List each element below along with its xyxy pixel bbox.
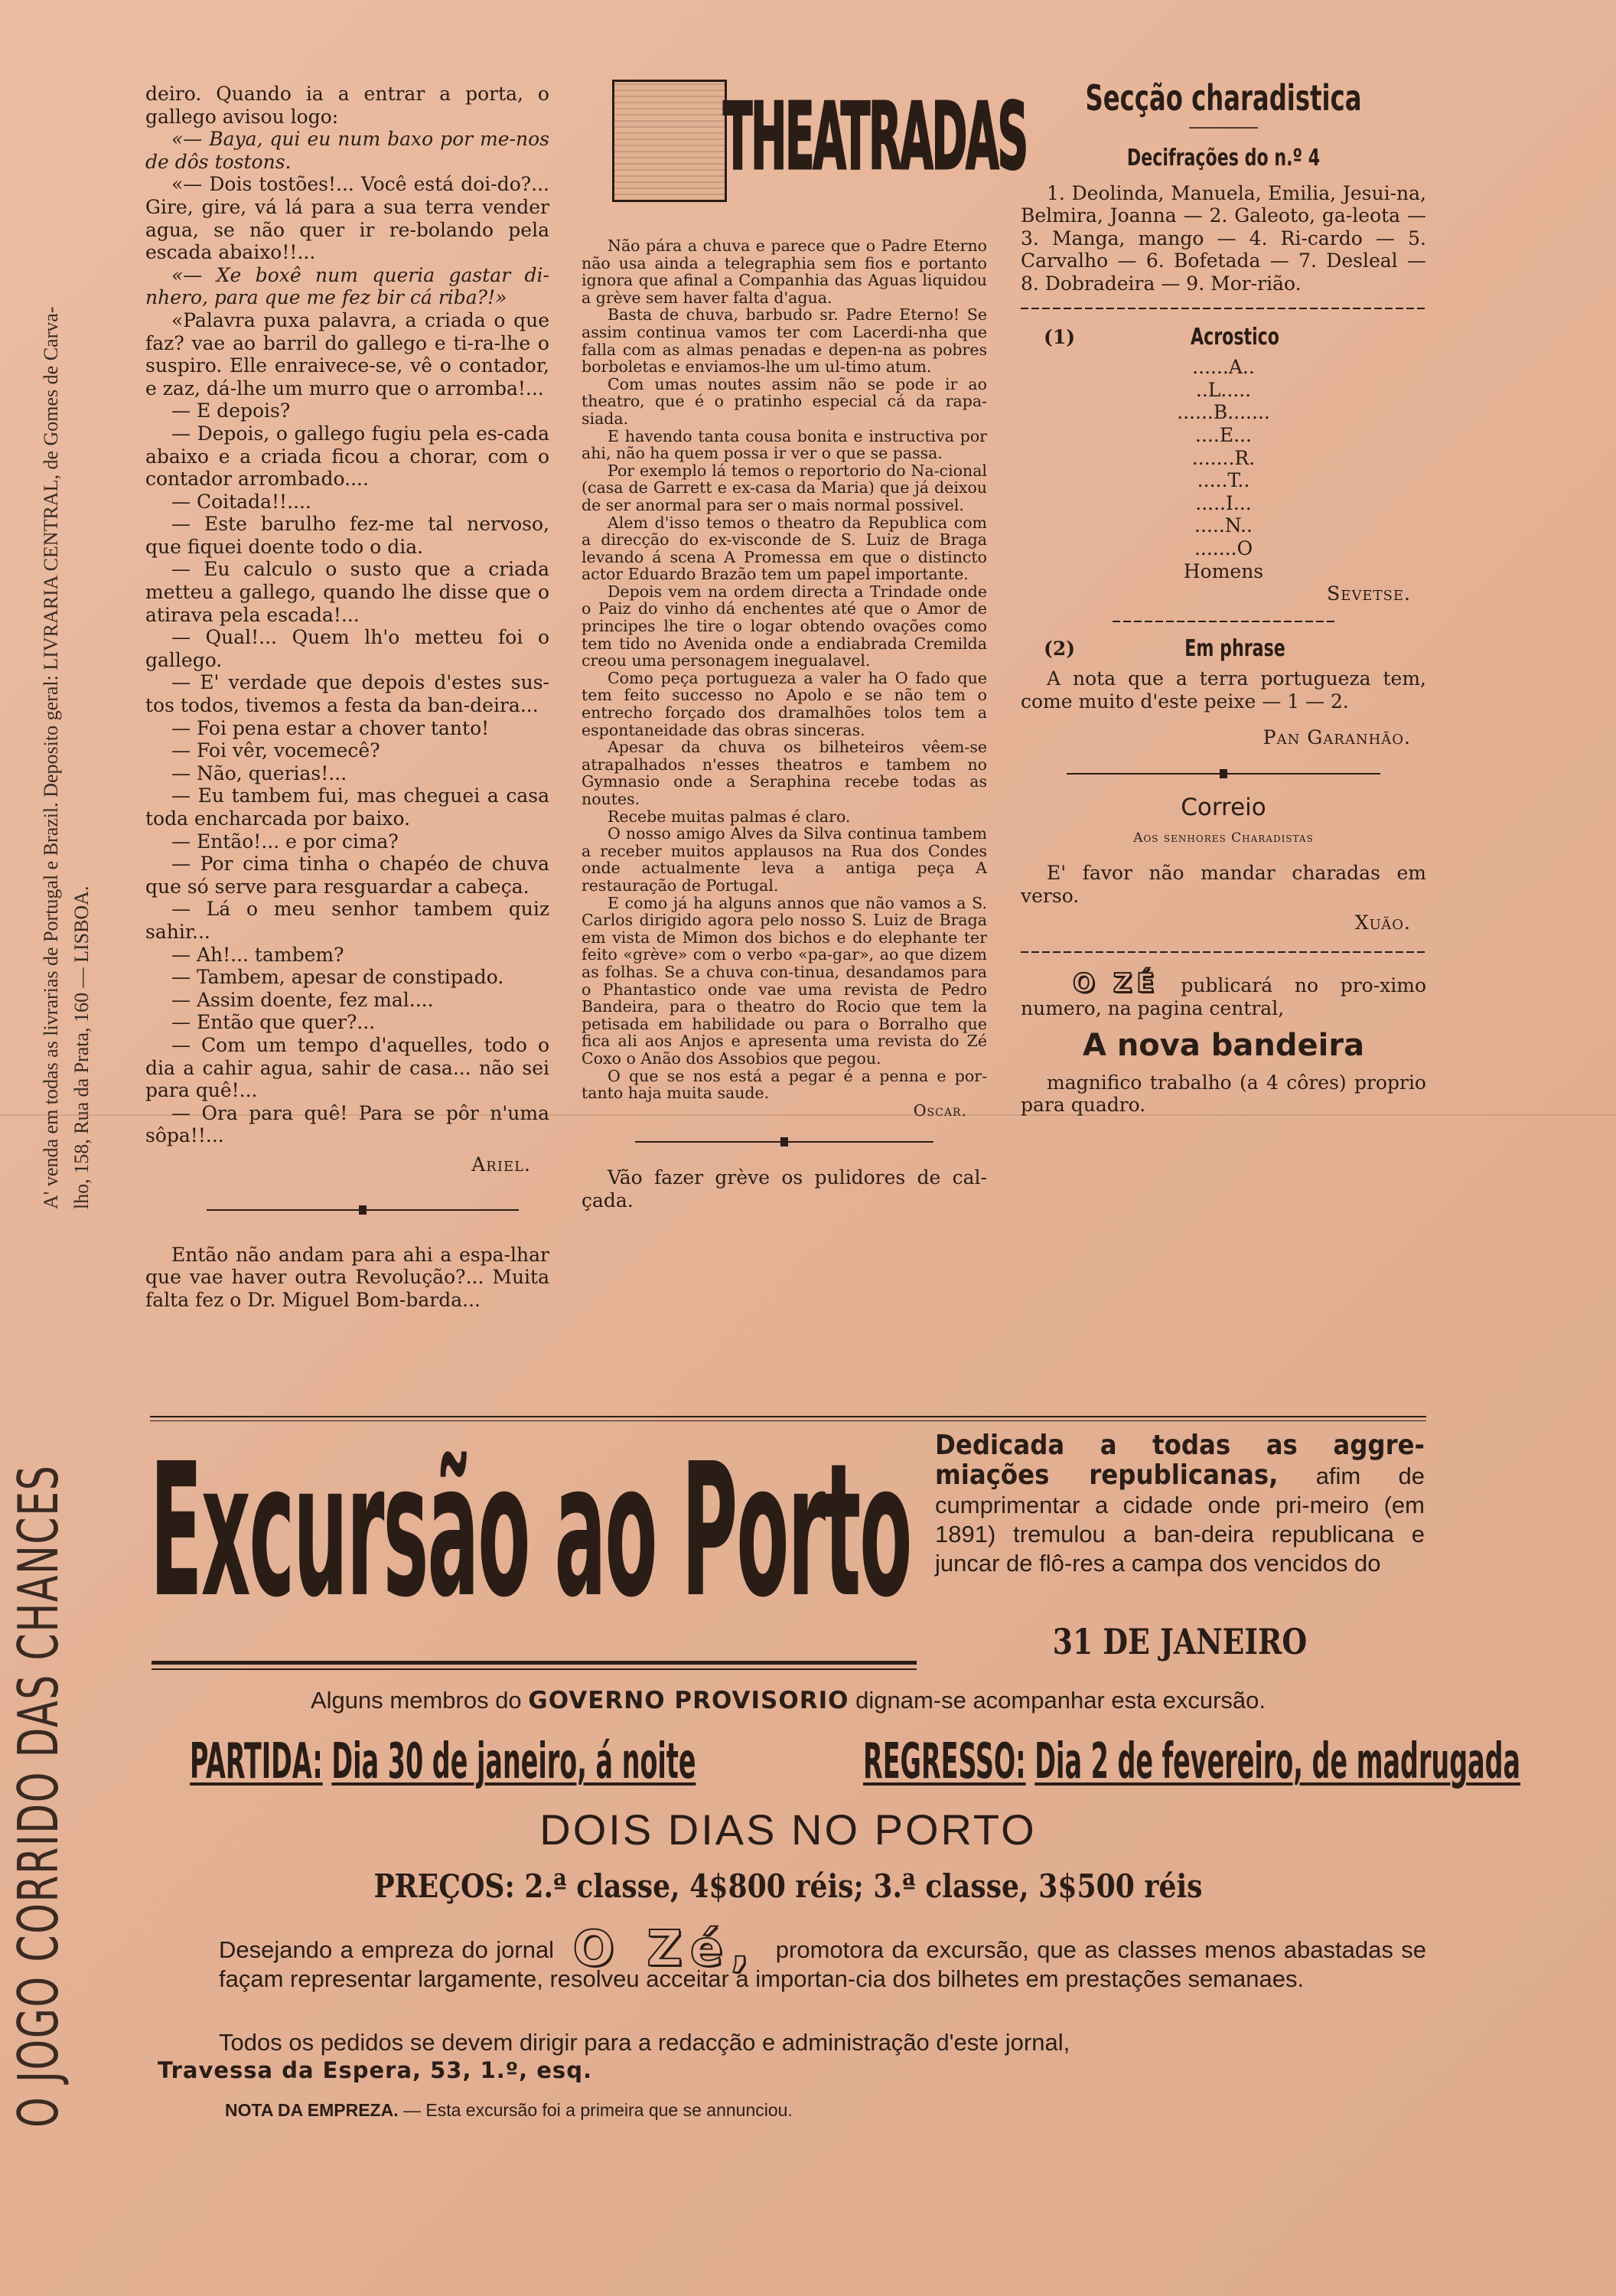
paragraph: Apesar da chuva os bilheteiros vêem-se atrapalhados n'esses theatros e tambem no Gymnasio onde a Seraphina recebe todas as noutes.: [582, 738, 987, 808]
acrostico-answer: Homens: [1183, 559, 1264, 582]
paragraph: Com umas noutes assim não se pode ir ao theatro, que é o pratinho especial cá da rapa-siada.: [582, 374, 987, 428]
regresso-label: REGRESSO:: [863, 1733, 1026, 1790]
signature: Pan Garanhão.: [1262, 726, 1411, 749]
phrase-title: Em phrase: [1184, 634, 1285, 662]
paragraph: deiro. Quando ia a entrar a porta, o gallego avisou logo:: [145, 83, 549, 128]
theatradas-title: THEATRADAS: [723, 84, 1027, 191]
margin-title: O JOGO CORRIDO DAS CHANCES: [6, 1464, 70, 2128]
divider: [1189, 127, 1258, 129]
paragraph: Depois vem na ordem directa a Trindade onde o Paiz do vinho dá enchentes até que o Amor de principes lhe tire o logar obtendo ovações como tem tido no Avenida onde a endiabrada Cremilda creou uma personagem inegualavel.: [582, 582, 987, 670]
title-underline-2: [152, 1668, 917, 1670]
divider: [1021, 951, 1426, 953]
paragraph: — Depois, o gallego fugiu pela es-cada abaixo e a criada ficou a chorar, com o contador arrombado....: [145, 422, 549, 491]
paragraph: — Então!... e por cima?: [171, 830, 399, 853]
regresso-text: Dia 2 de fevereiro, de madrugada: [1034, 1733, 1521, 1790]
signature: Ariel.: [471, 1153, 531, 1176]
paragraph: — Foi vêr, vocemecê?: [171, 739, 380, 762]
paragraph: O que se nos está a pegar é a penna e por-tanto haja muita saude.: [582, 1066, 987, 1103]
publicara: publicará no pro-ximo numero, na pagina central,: [1021, 974, 1426, 1019]
acrostico-header: [1021, 323, 1426, 351]
theatradas-header: [612, 77, 1027, 214]
nova-bandeira: A nova bandeira: [1082, 1028, 1365, 1064]
acrostico-puzzle: [1021, 356, 1426, 582]
paragraph: — Este barulho fez-me tal nervoso, que fiquei doente todo o dia.: [145, 513, 549, 558]
paragraph: «— Dois tostões!... Você está doi-do?... Gire, gire, vá lá para a sua terra vender agua, se não quer ir re-bolando pela escada abaixo!!...: [145, 173, 549, 264]
partida-text: Dia 30 de janeiro, á noite: [331, 1733, 696, 1790]
paragraph: O nosso amigo Alves da Silva continua tambem a receber muitos applausos na Rua dos Condes onde actualmente leva a antiga peça A restauração de Portugal.: [582, 824, 987, 895]
paragraph: — Eu calculo o susto que a criada metteu a gallego, quando lhe disse que o atirava pela escada!...: [145, 558, 549, 626]
paragraph: — Não, querias!...: [171, 762, 347, 784]
regresso-line: [863, 1731, 1521, 1792]
ad-top-rule-2: [150, 1420, 1426, 1421]
phrase-header: [1021, 634, 1426, 662]
paragraph: Basta de chuva, barbudo sr. Padre Eterno! Se assim continua vamos ter com Lacerdi-nha que falla com as almas penadas e depen-na as pobres borboletas e enviamos-lhe um ul-timo atum.: [582, 305, 987, 377]
magnifico-text: magnifico trabalho (a 4 côres) proprio para quadro.: [1021, 1071, 1426, 1117]
paragraph: Não pára a chuva e parece que o Padre Eterno não usa ainda a telegraphia sem fios e portanto ignora que afinal a Companhia das Aguas liquidou a grève sem haver falta d'agua.: [582, 236, 987, 307]
paragraph: — Coitada!!....: [171, 490, 311, 513]
acrostico-line: .....I...: [1195, 491, 1252, 514]
precos: PREÇOS: 2.ª classe, 4$800 réis; 3.ª classe, 3$500 réis: [373, 1867, 1203, 1905]
column-footer: Então não andam para ahi a espa-lhar que vae haver outra Revolução?... Muita falta fez o Dr. Miguel Bom-barda...: [145, 1243, 549, 1311]
governo-line-a: Alguns membros do: [310, 1687, 522, 1714]
paragraph: «— Baya, qui eu num baxo por me-nos de dôs tostons.: [145, 128, 549, 173]
paragraph: — Eu tambem fui, mas cheguei a casa toda encharcada por baixo.: [145, 784, 549, 830]
governo-provisorio: GOVERNO PROVISORIO: [528, 1687, 849, 1714]
acrostico-line: ..L.....: [1195, 378, 1252, 401]
paragraph: — Foi pena estar a chover tanto!: [171, 716, 490, 739]
theatre-poster-icon: [612, 80, 727, 202]
signature: Xuão.: [1354, 912, 1411, 934]
left-margin: [0, 0, 145, 2296]
acrostico-line: .....T..: [1197, 469, 1250, 492]
acrostico-number: (1): [1044, 325, 1076, 348]
column-charadistica: [1021, 77, 1426, 1117]
signature: Oscar.: [913, 1101, 967, 1120]
nota-empreza: [225, 2100, 1143, 2121]
margin-sale-line-1: A' venda em todas as livrarias de Portugal e Brazil. Deposito geral: LIVRARIA CENTRAL, de Gomes de Carva-: [40, 306, 62, 1209]
dois-dias: DOIS DIAS NO PORTO: [539, 1805, 1037, 1854]
acrostico-line: ......A..: [1192, 356, 1255, 379]
address: Travessa da Espera, 53, 1.º, esq.: [158, 2057, 592, 2083]
dedication-text: [935, 1431, 1425, 1578]
paragraph: — Qual!... Quem lh'o metteu foi o gallego.: [145, 626, 549, 671]
paragraph: — Assim doente, fez mal....: [171, 988, 434, 1011]
correio-subtitle: Aos senhores Charadistas: [1133, 830, 1314, 846]
paragraph: Alem d'isso temos o theatro da Republica com a direcção do ex-visconde de S. Luiz de Braga levando á scena A Promessa em que o distincto actor Eduardo Brazão tem um papel importante.: [582, 513, 987, 584]
paragraph: — Ora para quê! Para se pôr n'uma sôpa!!...: [145, 1101, 549, 1147]
paragraph: — Ah!... tambem?: [171, 943, 344, 966]
phrase-text: A nota que a terra portugueza tem, come muito d'este peixe — 1 — 2.: [1021, 667, 1426, 713]
divider: [1113, 621, 1334, 622]
governo-line: [150, 1687, 1426, 1714]
acrostico-title: Acrostico: [1190, 323, 1280, 351]
paragraph: — E' verdade que depois d'estes sus-tos todos, tivemos a festa da ban-deira...: [145, 671, 549, 717]
desejando-text: [219, 1921, 1427, 1994]
desejando-a: Desejando a empreza do jornal: [219, 1936, 555, 1963]
todos-pedidos: Todos os pedidos se devem dirigir para a redacção e administração d'este jornal,: [219, 2029, 1070, 2056]
paragraph: — Lá o meu senhor tambem quiz sahir...: [145, 898, 549, 943]
partida-line: [190, 1731, 696, 1792]
dedication-bold: Dedicada a todas as aggre-miações republicanas,: [935, 1430, 1425, 1491]
acrostico-line: .......O: [1194, 536, 1253, 559]
section-title: Secção charadistica: [1085, 77, 1362, 119]
column-footer: Vão fazer grève os pulidores de cal-çada.: [582, 1166, 987, 1212]
paragraph: — E depois?: [171, 400, 291, 422]
excursao-title: Excursão ao Porto: [150, 1424, 911, 1638]
title-underline: [152, 1661, 917, 1665]
nota-label: NOTA DA EMPREZA.: [225, 2100, 399, 2120]
oze-logo: O ZÉ: [1073, 968, 1159, 1000]
signature: Sevetse.: [1327, 582, 1411, 605]
correio-text: E' favor não mandar charadas em verso.: [1021, 862, 1426, 907]
paragraph: Recebe muitas palmas é claro.: [608, 807, 851, 826]
acrostico-line: .......R.: [1191, 446, 1256, 469]
ad-top-rule: [150, 1416, 1426, 1417]
governo-line-c: dignam-se acompanhar esta excursão.: [855, 1687, 1266, 1714]
phrase-number: (2): [1044, 637, 1076, 660]
nota-text: — Esta excursão foi a primeira que se annunciou.: [402, 2100, 793, 2120]
correio-title: Correio: [1181, 794, 1266, 822]
paragraph: «Palavra puxa palavra, a criada o que faz? vae ao barril do gallego e ti-ra-lhe o suspiro. Elle enraivece-se, vê o contador, e zaz, dá-lhe um murro que o arromba!...: [145, 308, 549, 400]
margin-sale-line-2: lho, 158, Rua da Prata, 160 — LISBOA.: [70, 885, 93, 1209]
paragraph: — Com um tempo d'aquelles, todo o dia a cahir agua, sahir de casa... não sei para quê!...: [145, 1033, 549, 1102]
ornament-rule: [207, 1202, 519, 1218]
decifracoes-title: Decifrações do n.º 4: [1126, 145, 1321, 171]
paragraph: Como peça portugueza a valer ha O fado que tem feito successo no Apolo e se não tem o entrecho forçado dos dramalhões tolos tem a espontaneidade das obras sinceras.: [582, 668, 987, 739]
date-31-janeiro: 31 DE JANEIRO: [1052, 1621, 1308, 1662]
oze-logo: O Zé,: [572, 1921, 758, 1978]
column-theatradas: [582, 237, 987, 1212]
paragraph: — Por cima tinha o chapéo de chuva que só serve para resguardar a cabeça.: [145, 853, 549, 898]
desejando-b: promotora da excursão, que as classes menos abastadas se façam representar largamente, resolveu acceitar a importan-cia dos bilhetes em prestações semanaes.: [219, 1936, 1427, 1992]
paragraph: E como já ha alguns annos que não vamos a S. Carlos dirigido agora pelo nosso S. Luiz de Braga em vista de Mimon dos bichos e do elephante ter feito «grève» com o verbo «pa-gar», ao que dizem as folhas. Se a chuva con-tinua, desandamos para o Phantastico onde vae uma revista de Pedro Bandeira, para o theatro do Rocio que tem la petisada em habilidade ou para o Borralho que fica ali aos Anjos e apresenta uma revista do Zé Coxo o Anão dos Assobios que pegou.: [582, 893, 987, 1068]
partida-label: PARTIDA:: [190, 1733, 323, 1790]
paragraph: — Então que quer?...: [171, 1011, 376, 1034]
paragraph: «— Xe boxê num queria gastar di-nhero, para que me fez bir cá riba?!»: [145, 263, 549, 309]
paragraph: — Tambem, apesar de constipado.: [171, 966, 504, 989]
column-dialogue: [145, 83, 549, 1311]
publicara-text: [1021, 968, 1426, 1019]
ornament-rule: [1067, 766, 1380, 781]
acrostico-line: ....E...: [1195, 423, 1252, 446]
decifracoes-text: 1. Deolinda, Manuela, Emilia, Jesui-na, Belmira, Joanna — 2. Galeoto, ga-leota — 3. Manga, mango — 4. Ri-cardo — 5. Carvalho — 6. Bofetada — 7. Desleal — 8. Dobradeira — 9. Mor-rião.: [1021, 181, 1426, 295]
paragraph: Por exemplo lá temos o reportorio do Na-cional (casa de Garrett e ex-casa da Maria) que já deixou de ser anormal para ser o mais normal possivel.: [582, 461, 987, 514]
ornament-rule: [635, 1134, 933, 1150]
dedication-rest: afim de cumprimentar a cidade onde pri-meiro (em 1891) tremulou a ban-deira republicana e juncar de flô-res a campa dos vencidos do: [935, 1463, 1425, 1577]
paragraph: E havendo tanta cousa bonita e instructiva por ahi, não ha quem possa ir ver o que se passa.: [582, 426, 987, 463]
acrostico-line: ......B.......: [1177, 401, 1270, 424]
acrostico-line: .....N..: [1194, 514, 1253, 537]
divider: [1021, 308, 1426, 309]
